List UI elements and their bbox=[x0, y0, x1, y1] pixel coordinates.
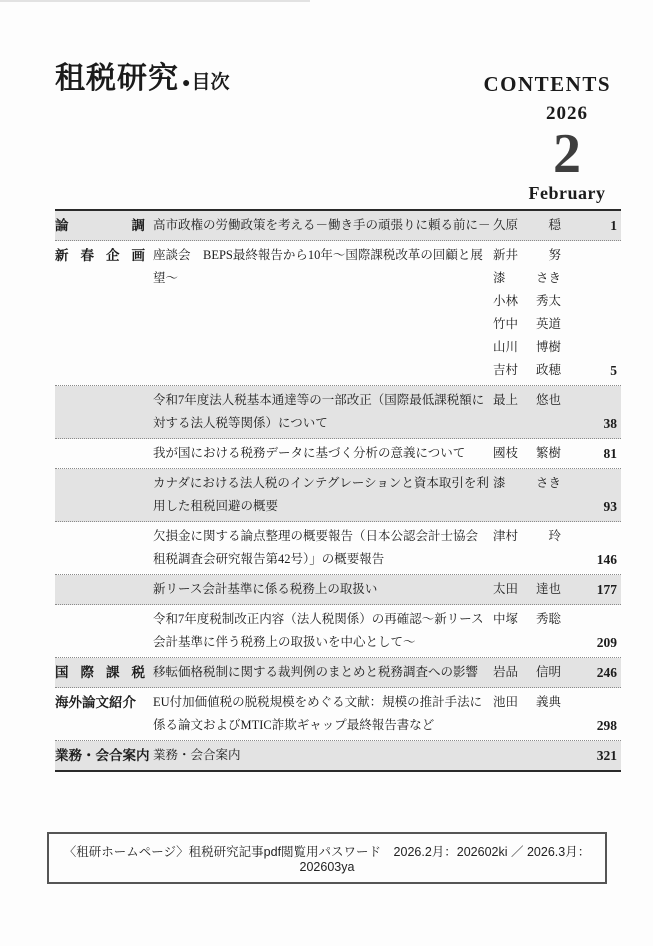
article-title: 業務・会合案内 bbox=[153, 748, 241, 762]
author-given: 穏 bbox=[548, 218, 561, 232]
author-given: 繁樹 bbox=[535, 446, 561, 460]
page-number: 93 bbox=[603, 499, 617, 514]
author-family: 久原 bbox=[493, 218, 519, 232]
author-family: 太田 bbox=[493, 582, 519, 596]
author-name bbox=[493, 661, 567, 684]
author-name bbox=[493, 359, 567, 382]
author-given: さき bbox=[535, 271, 561, 285]
page-number: 81 bbox=[603, 446, 617, 461]
author-family: 池田 bbox=[493, 695, 519, 709]
author-given: 秀聡 bbox=[535, 612, 561, 626]
author-name bbox=[493, 578, 567, 601]
page-number: 246 bbox=[596, 665, 617, 680]
article-title: 高市政権の労働政策を考える－働き手の頑張りに頼る前に－ bbox=[153, 218, 491, 232]
author-family: 中塚 bbox=[493, 612, 519, 626]
section-label-char: 論 bbox=[55, 218, 69, 233]
page-number: 177 bbox=[596, 582, 617, 597]
journal-title: 租税研究 bbox=[55, 62, 179, 95]
author-name bbox=[493, 472, 567, 495]
article-title: 令和7年度法人税基本通達等の一部改正（国際最低課税額に対する法人税等関係）について bbox=[153, 393, 485, 430]
author-family: 吉村 bbox=[493, 363, 519, 377]
issue-year: 2026 bbox=[546, 103, 588, 124]
toc-row bbox=[55, 605, 621, 658]
author-name bbox=[493, 525, 567, 548]
article-title: 欠損金に関する論点整理の概要報告（日本公認会計士協会 租税調査会研究報告第42号）」の概要報告 bbox=[153, 529, 491, 566]
section-label-char: 新 bbox=[55, 248, 69, 263]
author-family: 最上 bbox=[493, 393, 519, 407]
author-given: 義典 bbox=[535, 695, 561, 709]
section-label-char: 調 bbox=[131, 218, 145, 233]
author-name bbox=[493, 290, 567, 313]
author-given: 英道 bbox=[535, 317, 561, 331]
section-label-char: 企 bbox=[106, 248, 120, 263]
toc-row bbox=[55, 688, 621, 741]
author-list bbox=[493, 578, 567, 601]
author-given: 努 bbox=[548, 248, 561, 262]
author-name bbox=[493, 608, 567, 631]
pdf-password-notice: 〈租研ホームページ〉租税研究記事pdf閲覧用パスワード 2026.2月：202602ki ／ 2026.3月：202603ya bbox=[47, 832, 607, 884]
author-list bbox=[493, 389, 567, 435]
toc-row bbox=[55, 386, 621, 439]
page-number: 209 bbox=[596, 635, 617, 650]
author-family: 山川 bbox=[493, 340, 519, 354]
author-name bbox=[493, 336, 567, 359]
author-given: さき bbox=[535, 476, 561, 490]
author-list bbox=[493, 244, 567, 382]
toc-row bbox=[55, 575, 621, 605]
section-label bbox=[55, 578, 153, 601]
page-number: 1 bbox=[610, 218, 617, 233]
author-given: 達也 bbox=[535, 582, 561, 596]
section-label: 業務・会合案内 bbox=[55, 748, 150, 763]
author-name bbox=[493, 267, 567, 290]
section-label: 海外論文紹介 bbox=[55, 695, 136, 710]
section-label bbox=[55, 389, 153, 435]
author-family: 漆 bbox=[493, 271, 506, 285]
section-label bbox=[55, 214, 153, 237]
article-title: 座談会 BEPS最終報告から10年～国際課税改革の回顧と展望～ bbox=[153, 248, 483, 285]
section-label-char: 画 bbox=[131, 248, 145, 263]
masthead bbox=[55, 62, 229, 96]
toc-label: 目次 bbox=[191, 72, 230, 93]
circle-bullet-icon: ● bbox=[182, 74, 191, 90]
author-list bbox=[493, 608, 567, 654]
author-family: 小林 bbox=[493, 294, 519, 308]
author-given: 悠也 bbox=[535, 393, 561, 407]
toc-row bbox=[55, 241, 621, 386]
section-label-char: 国 bbox=[55, 665, 69, 680]
toc-table bbox=[55, 209, 621, 772]
article-title: カナダにおける法人税のインテグレーションと資本取引を利用した租税回避の概要 bbox=[153, 476, 489, 513]
author-name bbox=[493, 691, 567, 714]
section-label-char: 税 bbox=[131, 665, 145, 680]
section-label bbox=[55, 661, 153, 684]
author-family: 津村 bbox=[493, 529, 519, 543]
toc-row bbox=[55, 658, 621, 688]
issue-number: 2 bbox=[553, 123, 581, 185]
section-label bbox=[55, 244, 153, 382]
author-family: 岩品 bbox=[493, 665, 519, 679]
toc-row bbox=[55, 439, 621, 469]
toc-row bbox=[55, 211, 621, 241]
section-label bbox=[55, 472, 153, 518]
author-given: 信明 bbox=[535, 665, 561, 679]
author-name bbox=[493, 244, 567, 267]
author-list bbox=[493, 472, 567, 518]
issue-block bbox=[519, 103, 615, 204]
toc-row bbox=[55, 741, 621, 770]
author-name bbox=[493, 214, 567, 237]
section-label bbox=[55, 442, 153, 465]
author-given: 博樹 bbox=[535, 340, 561, 354]
section-label bbox=[55, 525, 153, 571]
author-given: 政穂 bbox=[535, 363, 561, 377]
section-label bbox=[55, 608, 153, 654]
page-number: 5 bbox=[610, 363, 617, 378]
author-list bbox=[493, 214, 567, 237]
article-title: 新リース会計基準に係る税務上の取扱い bbox=[153, 582, 378, 596]
article-title: 移転価格税制に関する裁判例のまとめと税務調査への影響 bbox=[153, 665, 479, 679]
author-family: 漆 bbox=[493, 476, 506, 490]
author-list bbox=[493, 661, 567, 684]
author-list bbox=[493, 744, 567, 767]
author-family: 國枝 bbox=[493, 446, 519, 460]
section-label-char: 際 bbox=[80, 665, 94, 680]
author-family: 竹中 bbox=[493, 317, 519, 331]
author-list bbox=[493, 525, 567, 571]
author-list bbox=[493, 691, 567, 737]
author-given: 玲 bbox=[548, 529, 561, 543]
author-list bbox=[493, 442, 567, 465]
author-name bbox=[493, 389, 567, 412]
section-label-char: 課 bbox=[106, 665, 120, 680]
page-number: 146 bbox=[596, 552, 617, 567]
article-title: 令和7年度税制改正内容（法人税関係）の再確認～新リース会計基準に伴う税務上の取扱いを中心として～ bbox=[153, 612, 484, 649]
author-name bbox=[493, 313, 567, 336]
article-title: 我が国における税務データに基づく分析の意義について bbox=[153, 446, 466, 460]
toc-row bbox=[55, 522, 621, 575]
contents-heading: CONTENTS bbox=[483, 72, 611, 96]
issue-month: February bbox=[528, 183, 606, 203]
author-family: 新井 bbox=[493, 248, 519, 262]
author-name bbox=[493, 442, 567, 465]
page-number: 298 bbox=[596, 718, 617, 733]
article-title: EU付加価値税の脱税規模をめぐる文献：規模の推計手法に係る論文およびMTIC詐欺ギャップ最終報告書など bbox=[153, 695, 483, 732]
page-number: 38 bbox=[603, 416, 617, 431]
section-label-char: 春 bbox=[80, 248, 94, 263]
toc-row bbox=[55, 469, 621, 522]
scan-artifact-line bbox=[0, 0, 310, 2]
author-given: 秀太 bbox=[535, 294, 561, 308]
page-number: 321 bbox=[596, 748, 617, 763]
